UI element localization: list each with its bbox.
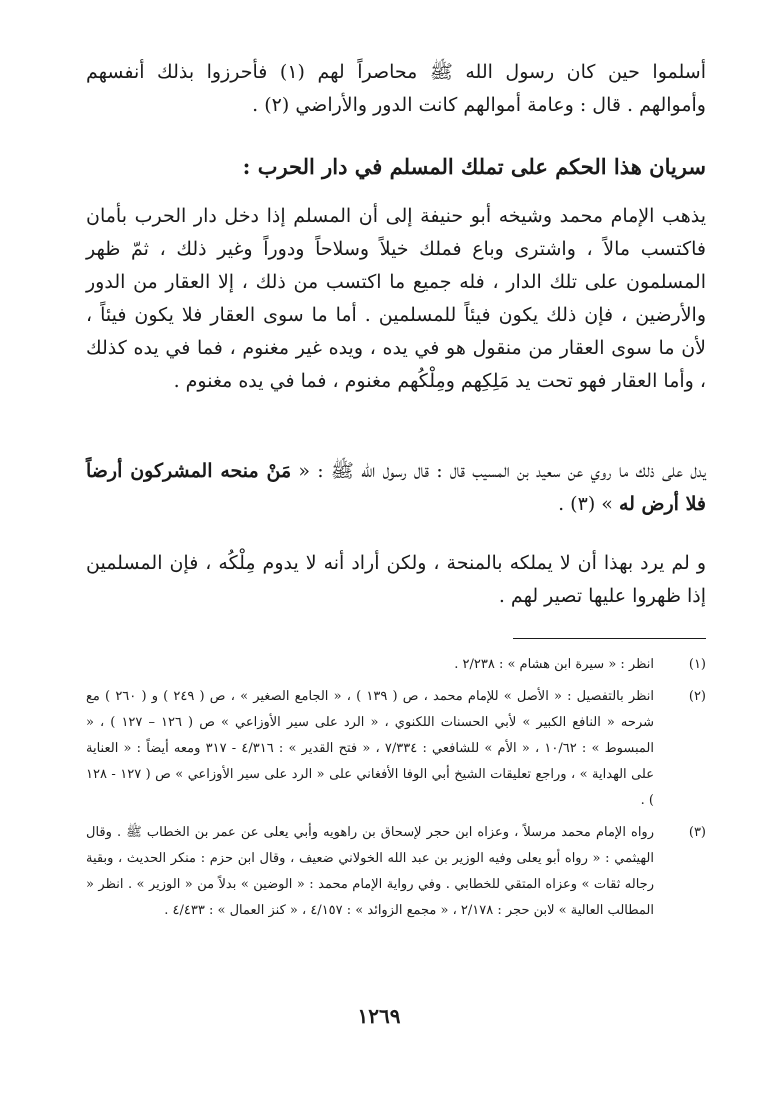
footnote-number: (٢): [688, 689, 706, 704]
paragraph-2-suffix: » (٣) .: [558, 493, 619, 515]
footnote-number: (١): [688, 657, 706, 672]
hadith-quote: مَنْ منحه المشركون أرضاً فلا أرض له: [86, 460, 706, 515]
footnotes: [86, 652, 706, 930]
footnote-text: رواه الإمام محمد مرسلاً ، وعزاه ابن حجر لإسحاق بن راهويه وأبي يعلى عن عمر بن الخطاب ﷺ . وقال الهيثمي : « رواه أبو يعلى وفيه الوزير بن عبد الله الخولاني ضعيف ، وقال ابن حزم : منكر الحديث ، وبقية رجاله ثقات » وعزاه المتقي للخطابي . وفي رواية الإمام محمد : « الوضين » بدلاً من « الوزير » . انظر « المطالب العالية » لابن حجر : ٢/١٧٨ ، « مجمع الزوائد » : ٤/١٥٧ ، « كنز العمال » : ٤/٤٣٣ .: [86, 825, 654, 918]
paragraph-3: و لم يرد بهذا أن لا يملكه بالمنحة ، ولكن أراد أنه لا يدوم مِلْكُه ، فإن المسلمين إذا ظهروا عليها تصير لهم .: [86, 552, 706, 607]
paragraph-2: [86, 455, 706, 521]
paragraph-2-prefix: يدل على ذلك ما روي عن سعيد بن المسيب قال : قال رسول الله ﷺ : «: [291, 460, 706, 482]
footnote: [86, 820, 706, 924]
intro-paragraph: [86, 56, 706, 122]
footnote: [86, 684, 706, 814]
footnote: [86, 652, 706, 678]
footnote-number: (٣): [688, 825, 706, 840]
footnote-text: انظر بالتفصيل : « الأصل » للإمام محمد ، ص ( ١٣٩ ) ، « الجامع الصغير » ، ص ( ٢٤٩ ) و ( ٢٦٠ ) مع شرحه « النافع الكبير » لأبي الحسنات اللكنوي ، « الرد على سير الأوزاعي » ص ( ١٢٦ – ١٢٧ ) ، « المبسوط » : ١٠/٦٢ ، « الأم » للشافعي : ٧/٣٣٤ ، « فتح القدير » : ٤/٣١٦ - ٣١٧ ومعه أيضاً : « العناية على الهداية » ، وراجع تعليقات الشيخ أبي الوفا الأفغاني على « الرد على سير الأوزاعي » ص ( ١٢٧ - ١٢٨ ) .: [86, 689, 655, 808]
footnote-text: انظر : « سيرة ابن هشام » : ٢/٢٣٨ .: [454, 657, 654, 672]
page-number: ١٢٦٩: [357, 1004, 401, 1028]
paragraph-1: يذهب الإمام محمد وشيخه أبو حنيفة إلى أن المسلم إذا دخل دار الحرب بأمان فاكتسب مالاً ، واشترى وباع فملك خيلاً وسلاحاً ودوراً وغير ذلك ، ثمّ ظهر المسلمون على تلك الدار ، فله جميع ما اكتسب من ذلك ، إلا العقار من الدور والأرضين ، فإن ذلك يكون فيئاً للمسلمين . أما ما سوى العقار فلا يكون فيئاً ، لأن ما سوى العقار من منقول هو في يده ، ويده غير مغنوم ، فما في يده كذلك ، وأما العقار فهو تحت يد مَلِكِهم ومِلْكُهم مغنوم ، فما في يده مغنوم .: [86, 205, 706, 392]
section-heading: سريان هذا الحكم على تملك المسلم في دار الحرب :: [242, 154, 706, 179]
intro-text: أسلموا حين كان رسول الله ﷺ محاصراً لهم (١) فأحرزوا بذلك أنفسهم وأموالهم . قال : وعامة أموالهم كانت الدور والأراضي (٢) .: [86, 61, 707, 116]
footnote-divider: [513, 638, 706, 639]
